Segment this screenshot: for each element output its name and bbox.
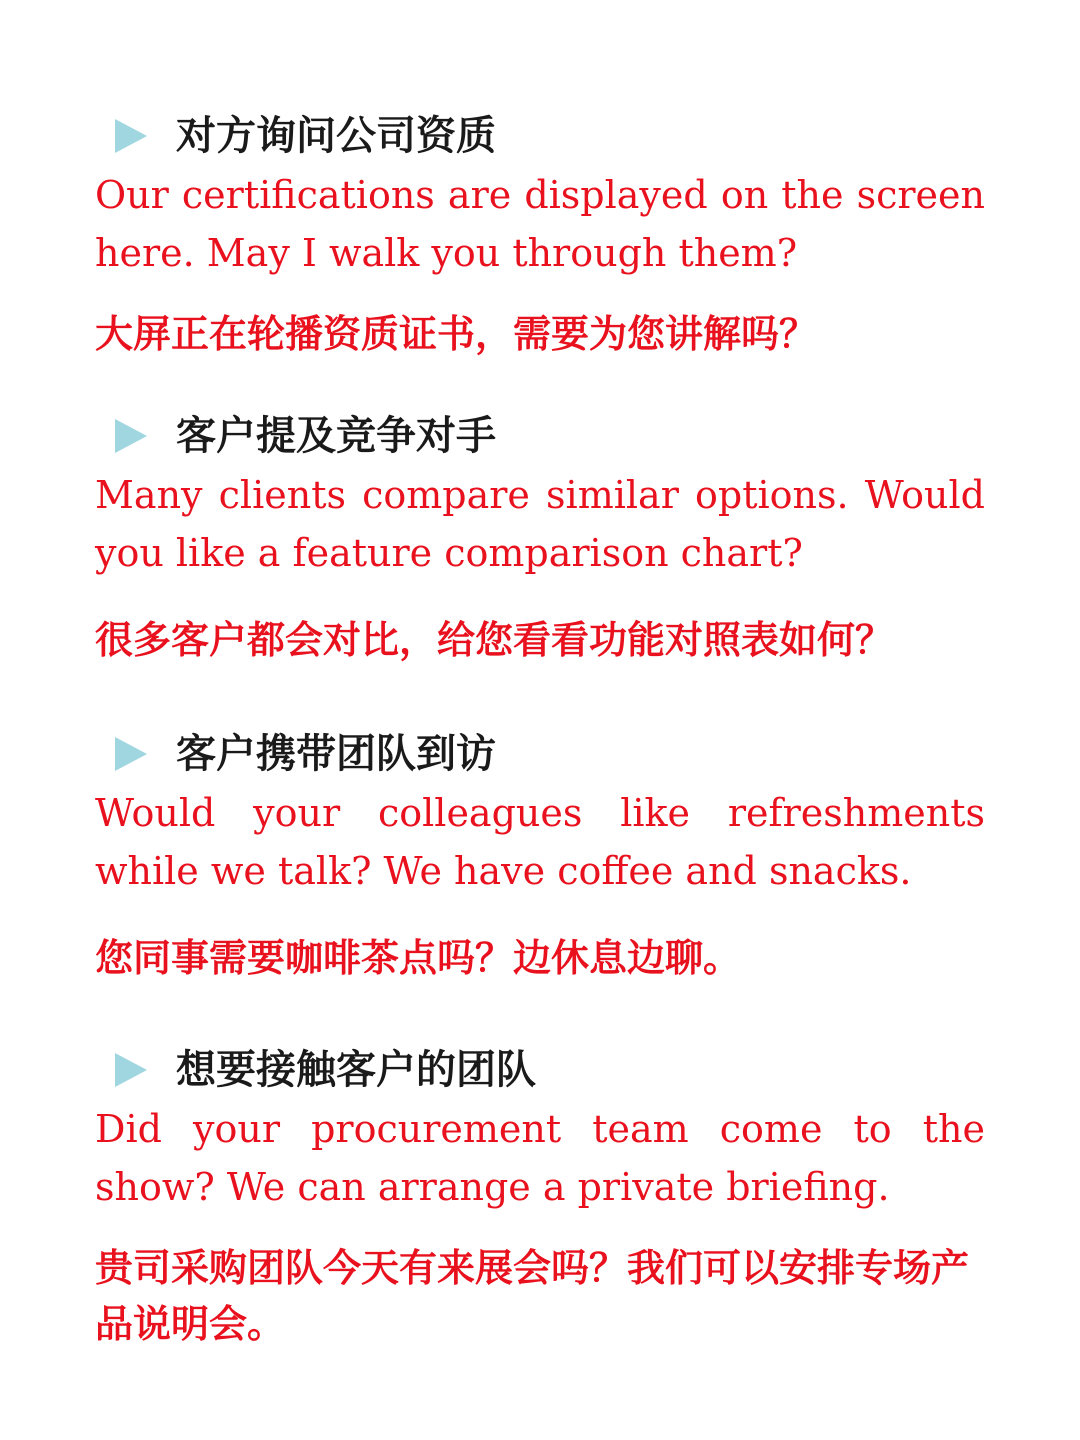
section-competitor-mention xyxy=(95,406,985,668)
triangle-right-icon xyxy=(115,119,147,153)
english-phrase: Our certifications are displayed on the screen here. May I walk you through them? xyxy=(95,173,985,275)
chinese-phrase: 大屏正在轮播资质证书，需要为您讲解吗？ xyxy=(95,312,818,356)
section-company-qualifications xyxy=(95,106,985,362)
triangle-right-icon xyxy=(115,1053,147,1087)
section-reach-client-team xyxy=(95,1040,985,1352)
chinese-phrase: 您同事需要咖啡茶点吗？边休息边聊。 xyxy=(95,936,742,980)
english-phrase: Many clients compare similar options. Would you like a feature comparison chart? xyxy=(95,473,985,575)
triangle-right-icon xyxy=(115,419,147,453)
english-phrase: Did your procurement team come to the show? We can arrange a private briefing. xyxy=(95,1107,985,1209)
heading-text: 客户提及竞争对手 xyxy=(176,413,496,459)
triangle-right-icon xyxy=(115,737,147,771)
section-heading xyxy=(95,724,985,784)
heading-text: 想要接触客户的团队 xyxy=(176,1047,536,1093)
chinese-phrase: 很多客户都会对比，给您看看功能对照表如何？ xyxy=(95,618,894,662)
section-heading xyxy=(95,106,985,166)
heading-text: 对方询问公司资质 xyxy=(176,113,496,159)
chinese-phrase: 贵司采购团队今天有来展会吗？我们可以安排专场产品说明会。 xyxy=(95,1246,970,1346)
section-team-visit xyxy=(95,724,985,986)
heading-text: 客户携带团队到访 xyxy=(176,731,496,777)
section-heading xyxy=(95,406,985,466)
section-heading xyxy=(95,1040,985,1100)
english-phrase: Would your colleagues like refreshments while we talk? We have coffee and snacks. xyxy=(95,791,985,893)
